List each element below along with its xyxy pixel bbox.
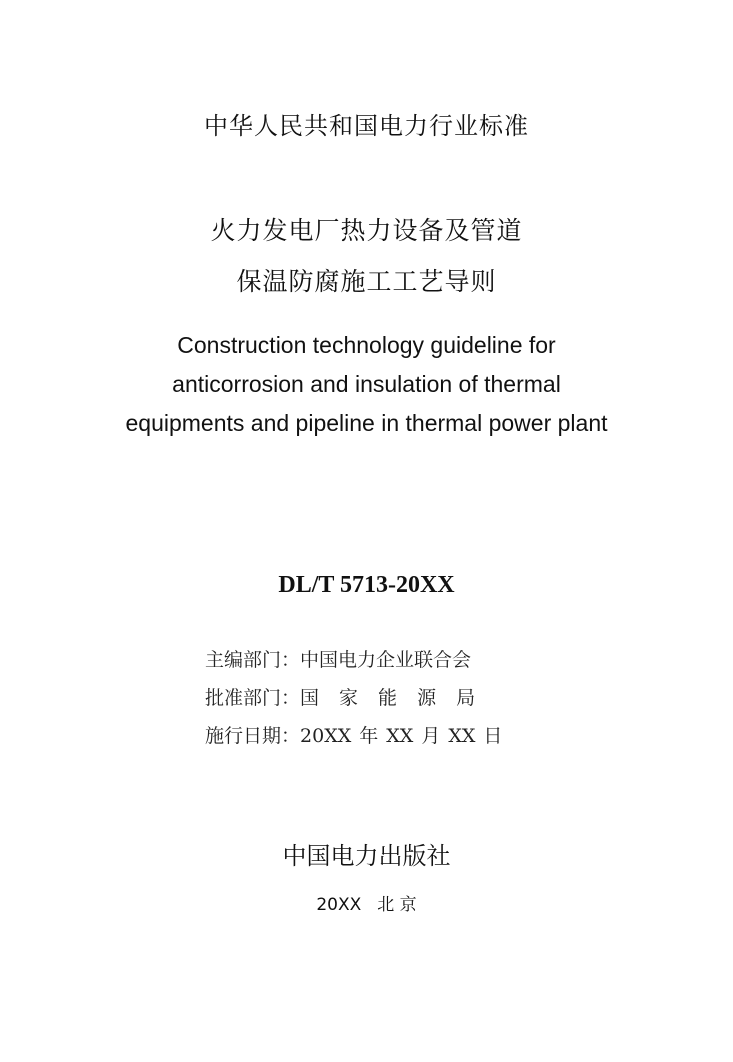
- approved-by-char: 源: [417, 687, 437, 709]
- approved-by-char: 国: [300, 687, 320, 709]
- effective-date-label: 施行日期：: [205, 725, 301, 747]
- effective-year: 20XX: [300, 725, 352, 747]
- approved-by-char: 家: [339, 687, 359, 709]
- compiled-by-label: 主编部门：: [205, 649, 301, 671]
- title-cn-line-2: 保温防腐施工工艺导则: [236, 267, 497, 296]
- day-unit: 日: [483, 725, 503, 747]
- effective-date-row: [205, 721, 502, 759]
- approved-by-label: 批准部门：: [205, 687, 301, 709]
- title-en-line-3: equipments and pipeline in thermal power plant: [125, 410, 608, 436]
- title-cn-line-1: 火力发电厂热力设备及管道: [210, 216, 523, 245]
- title-en-line-1: Construction technology guideline for: [177, 332, 556, 358]
- approved-by-value: [300, 683, 475, 713]
- publisher-name: 中国电力出版社: [282, 842, 451, 870]
- issuer-heading: 中华人民共和国电力行业标准: [204, 112, 529, 140]
- publication-city: 北 京: [377, 895, 417, 915]
- effective-day: XX: [448, 725, 476, 747]
- approved-by-char: 局: [456, 687, 476, 709]
- standard-number: DL/T 5713-20XX: [278, 572, 455, 598]
- title-en-line-2: anticorrosion and insulation of thermal: [172, 371, 561, 397]
- approved-by-char: 能: [378, 687, 398, 709]
- meta-block: [205, 645, 502, 759]
- effective-month: XX: [386, 725, 414, 747]
- compiled-by-row: [205, 645, 502, 683]
- publication-line: [0, 890, 733, 915]
- month-unit: 月: [421, 725, 441, 747]
- publication-year: 20XX: [316, 895, 362, 915]
- year-unit: 年: [359, 725, 379, 747]
- compiled-by-value: 中国电力企业联合会: [300, 649, 472, 671]
- approved-by-row: [205, 683, 502, 721]
